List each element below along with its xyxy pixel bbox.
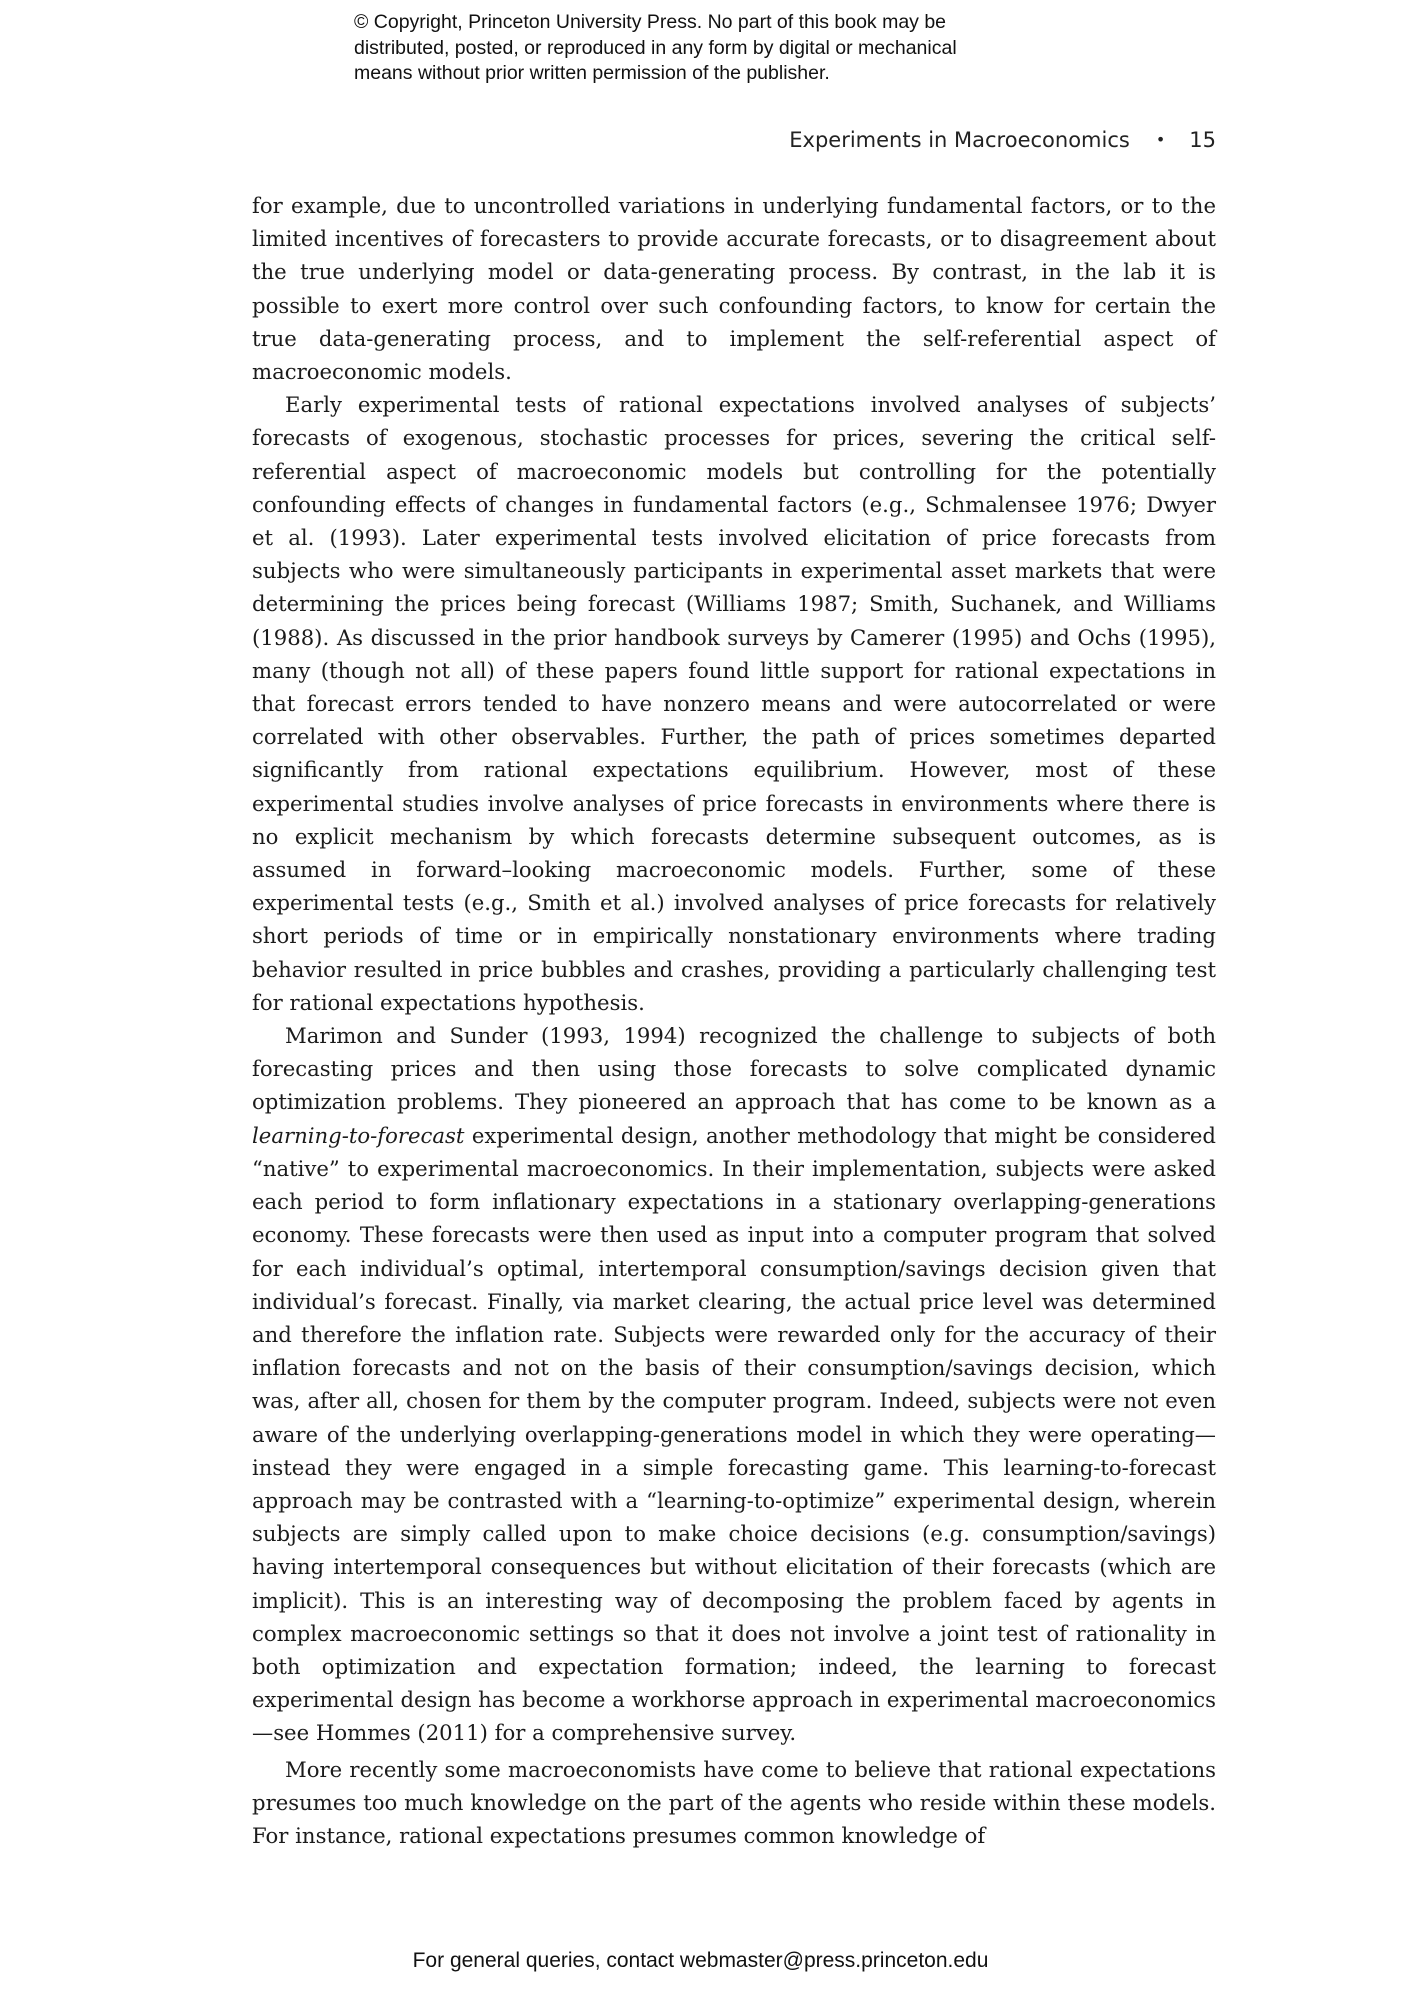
copyright-line-3: means without prior written permission of the publisher. — [354, 62, 830, 84]
copyright-line-2: distributed, posted, or reproduced in any form by digital or mechanical — [354, 36, 957, 59]
running-head — [789, 126, 1216, 154]
paragraph-2: Early experimental tests of rational expectations involved analyses of subjects’ forecasts of exogenous, stochastic processes for prices, severing the critical self-referential aspect of macroeconomic models but controlling for the potentially confounding effects of changes in fundamental factors (e.g., Schmalensee 1976; Dwyer et al. (1993). Later experimental tests involved elicitation of price forecasts from subjects who were simultaneously participants in experimental asset markets that were determining the prices being forecast (Williams 1987; Smith, Suchanek, and Williams (1988). As discussed in the prior handbook surveys by Camerer (1995) and Ochs (1995), many (though not all) of these papers found little support for rational expectations in that forecast errors tended to have nonzero means and were autocorrelated or were correlated with other observables. Further, the path of prices sometimes departed significantly from rational expectations equilibrium. However, most of these experimental studies involve analyses of price forecasts in environments where there is no explicit mechanism by which forecasts determine subsequent outcomes, as is assumed in forward–looking macroeconomic models. Further, some of these experimental tests (e.g., Smith et al.) involved analyses of price forecasts for relatively short periods of time or in empirically nonstationary environments where trading behavior resulted in price bubbles and crashes, providing a particularly challenging test for rational expectations hypothesis. — [252, 392, 1216, 1015]
paragraph-3-italic-term: learning-to-forecast — [252, 1122, 465, 1148]
paragraph-3 — [252, 1019, 1216, 1749]
paragraph-4: More recently some macroeconomists have come to believe that rational expectations presumes too much knowledge on the part of the agents who reside within these models. For instance, rational expectations presumes common knowledge of — [252, 1756, 1216, 1848]
footer-contact: For general queries, contact webmaster@press.princeton.edu — [412, 1949, 989, 1972]
paragraph-3-part-1: Marimon and Sunder (1993, 1994) recognized the challenge to subjects of both forecasting prices and then using those forecasts to solve complicated dynamic optimization problems. They pioneered an approach that has come to be known as a — [252, 1023, 1216, 1115]
copyright-line-1: © Copyright, Princeton University Press. No part of this book may be — [354, 11, 947, 33]
body-text — [252, 189, 1216, 1852]
copyright-notice — [354, 10, 1114, 87]
footer — [0, 1948, 1401, 1974]
paragraph-1: for example, due to uncontrolled variations in underlying fundamental factors, or to the limited incentives of forecasters to provide accurate forecasts, or to disagreement about the true underlying model or data-generating process. By contrast, in the lab it is possible to exert more control over such confounding factors, to know for certain the true data-generating process, and to implement the self-referential aspect of macroeconomic models. — [252, 193, 1216, 385]
page-number: 15 — [1189, 128, 1216, 152]
running-head-separator: • — [1155, 130, 1166, 149]
running-head-title: Experiments in Macroeconomics — [789, 128, 1130, 152]
paragraph-3-part-2: experimental design, another methodology that might be considered “native” to experimental macroeconomics. In their implementation, subjects were asked each period to form inflationary expectations in a stationary overlapping-generations economy. These forecasts were then used as input into a computer program that solved for each individual’s optimal, intertemporal consumption/savings decision given that individual’s forecast. Finally, via market clearing, the actual price level was determined and therefore the inflation rate. Subjects were rewarded only for the accuracy of their inflation forecasts and not on the basis of their consumption/savings decision, which was, after all, chosen for them by the computer program. Indeed, subjects were not even aware of the underlying overlapping-generations model in which they were operating—instead they were engaged in a simple forecasting game. This learning-to-forecast approach may be contrasted with a “learning-to-optimize” experimental design, wherein subjects are simply called upon to make choice decisions (e.g. consumption/savings) having intertemporal consequences but without elicitation of their forecasts (which are implicit). This is an interesting way of decomposing the problem faced by agents in complex macroeconomic settings so that it does not involve a joint test of rationality in both optimization and expectation formation; indeed, the learning to forecast experimental design has become a workhorse approach in experimental macroeconomics—see Hommes (2011) for a comprehensive survey. — [252, 1122, 1216, 1746]
